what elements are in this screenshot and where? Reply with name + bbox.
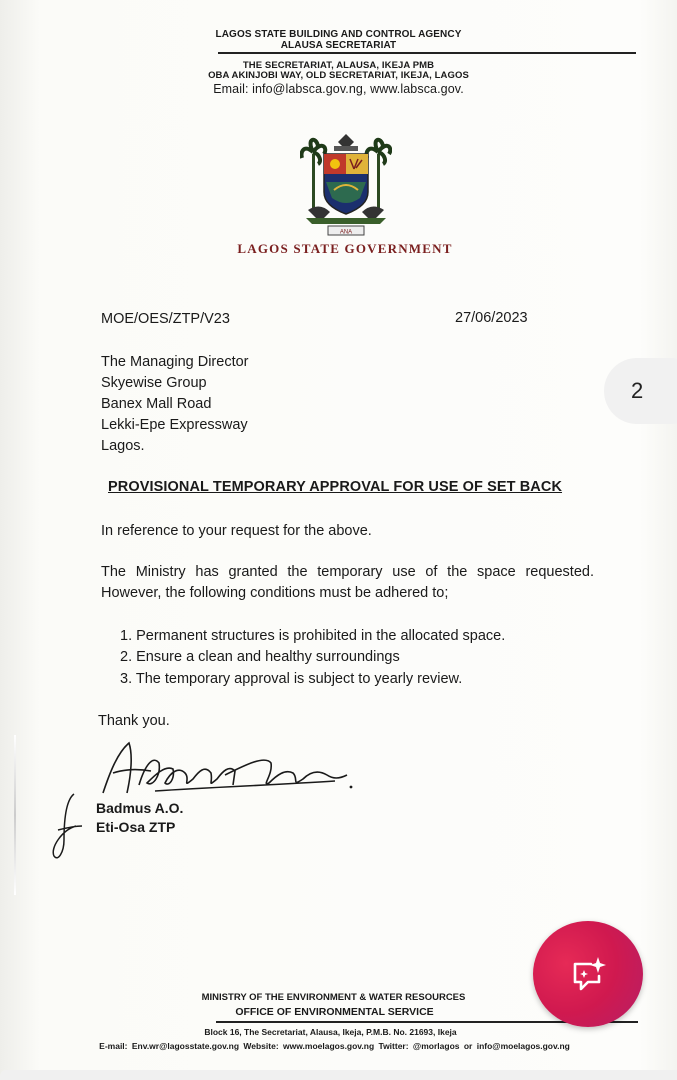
government-title: LAGOS STATE GOVERNMENT (237, 241, 453, 256)
condition-item: 2. Ensure a clean and healthy surroundings (120, 649, 400, 666)
letterhead-address-2: OBA AKINJOBI WAY, OLD SECRETARIAT, IKEJA, LAGOS (208, 70, 469, 81)
letterhead-address-1: THE SECRETARIAT, ALAUSA, IKEJA PMB (242, 60, 435, 71)
footer-ministry: MINISTRY OF THE ENVIRONMENT & WATER RESOURCES (201, 992, 466, 1003)
recipient-line: Lekki-Epe Expressway (101, 417, 248, 433)
viewer-bottom-bar (0, 1070, 677, 1080)
conditions-list (120, 626, 505, 690)
body-paragraph-line: However, the following conditions must be adhered to; (101, 585, 449, 601)
letter-subject: PROVISIONAL TEMPORARY APPROVAL FOR USE OF SET BACK (108, 479, 563, 495)
crest-banner: ANA (339, 229, 353, 236)
coat-of-arms-icon (300, 132, 392, 236)
letterhead-contact: Email: info@labsca.gov.ng, www.labsca.gov. (213, 82, 464, 96)
recipient-line: The Managing Director (101, 354, 249, 370)
recipient-line: Lagos. (101, 438, 145, 454)
signatory-title: Eti-Osa ZTP (96, 819, 176, 835)
footer-office: OFFICE OF ENVIRONMENTAL SERVICE (235, 1006, 434, 1018)
letterhead-agency: LAGOS STATE BUILDING AND CONTROL AGENCY (215, 29, 462, 40)
letter-date: 27/06/2023 (455, 310, 528, 326)
condition-item: 3. The temporary approval is subject to yearly review. (120, 670, 463, 687)
page-number-badge (604, 358, 677, 424)
scan-margin-mark (14, 735, 16, 895)
footer-address: Block 16, The Secretariat, Alausa, Ikeja, P.M.B. No. 21693, Ikeja (204, 1027, 457, 1037)
opening-paragraph: In reference to your request for the above. (101, 523, 372, 539)
letterhead-divider (218, 52, 636, 54)
initial-mark (48, 790, 88, 865)
ai-chat-button[interactable] (533, 921, 643, 1027)
reference-number: MOE/OES/ZTP/V23 (101, 311, 230, 327)
body-paragraph-line: The Ministry has granted the temporary use of the space requested. (101, 564, 594, 580)
handwritten-signature (95, 735, 365, 805)
page-number: 2 (631, 378, 644, 403)
closing-text: Thank you. (98, 713, 170, 729)
letterhead-location: ALAUSA SECRETARIAT (280, 40, 397, 51)
recipient-line: Skyewise Group (101, 375, 207, 391)
condition-item: 1. Permanent structures is prohibited in the allocated space. (120, 628, 506, 644)
ai-chat-sparkle-icon (567, 954, 609, 994)
signatory-name: Badmus A.O. (96, 800, 184, 816)
footer-contacts: E-mail: Env.wr@lagosstate.gov.ng Website: www.moelagos.gov.ng Twitter: @morlagos or info@moelagos.gov.ng (99, 1041, 570, 1051)
recipient-line: Banex Mall Road (101, 396, 212, 412)
